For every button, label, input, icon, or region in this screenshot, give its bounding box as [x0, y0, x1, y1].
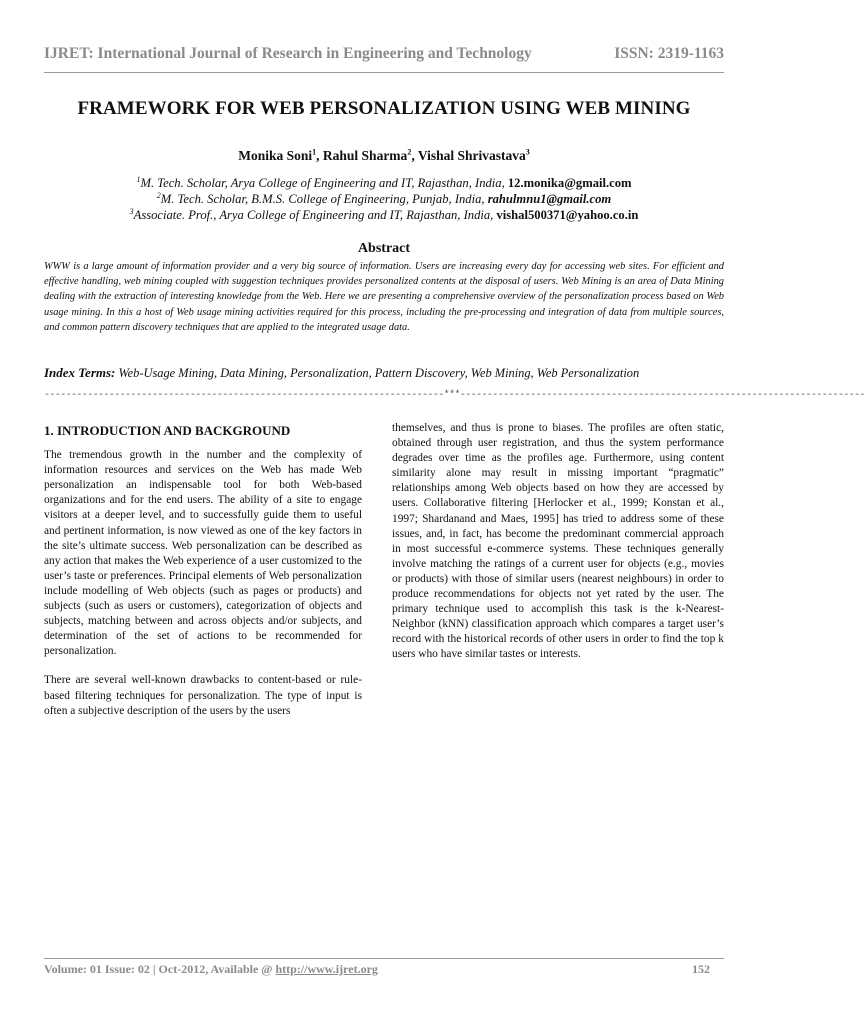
journal-link[interactable]: http://www.ijret.org — [275, 962, 378, 976]
header-rule — [44, 72, 724, 73]
affiliation-sup: 3 — [129, 206, 134, 216]
affiliation-text: Associate. Prof., Arya College of Engineering and IT, Rajasthan, India, — [133, 208, 497, 222]
affiliation — [44, 192, 724, 207]
affiliation-text: M. Tech. Scholar, B.M.S. College of Engineering, Punjab, India, — [160, 192, 488, 206]
abstract-heading: Abstract — [357, 241, 411, 256]
affiliation — [44, 208, 724, 223]
footer-text: Volume: 01 Issue: 02 | Oct-2012, Available @ — [44, 962, 276, 976]
issn: ISSN: 2319-1163 — [614, 45, 724, 62]
page-number: 152 — [692, 962, 710, 976]
index-terms — [44, 365, 724, 381]
author-sup: 1 — [312, 147, 317, 157]
author-email[interactable]: rahulmnu1@gmail.com — [487, 192, 612, 206]
author-email[interactable]: vishal500371@yahoo.co.in — [496, 208, 639, 222]
author-name: Monika Soni — [238, 148, 313, 163]
right-column — [392, 421, 724, 663]
author-email[interactable]: 12.monika@gmail.com — [507, 176, 632, 190]
paper-title: FRAMEWORK FOR WEB PERSONALIZATION USING WEB MINING — [77, 98, 691, 119]
author-list: Monika Soni$^1$, Rahul Sharma$^2$, Vishal Shrivastava$^3$ — [238, 147, 530, 163]
footer-volume — [44, 962, 378, 977]
author-name: Rahul Sharma — [322, 148, 408, 163]
affiliation-text: M. Tech. Scholar, Arya College of Engineering and IT, Rajasthan, India, — [140, 176, 508, 190]
body-paragraph: themselves, and thus is prone to biases. The profiles are often static, obtained through user registration, and thus the system performance degrades over time as the profiles age. Furthermore, using content similarity alone may result in missing important “pragmatic” relationships among Web objects based on how they are accessed by users. Collaborative filtering [Herlocker et al., 1999; Konstan et al., 1997; Shardanand and Maes, 1995] has tried to address some of these issues, and, in fact, has become the predominant commercial approach in most successful e-commerce systems. These techniques generally involve matching the ratings of a current user for objects (e.g., movies or products) with those of similar users (nearest neighbours) in order to produce recommendations for objects not yet rated by the user. The primary technique used to accomplish this task is the k-Nearest-Neighbor (kNN) classification approach which compares a target user’s record with the historical records of other users in order to find the top k users who have similar tastes or interests. — [392, 422, 724, 661]
body-paragraph: The tremendous growth in the number and the complexity of information resources and services on the Web has made Web personalization an indispensable tool for both Web-based organizations and for the end users. The ability of a site to engage visitors at a deeper level, and to successfully guide them to useful and pertinent information, is now viewed as one of the key factors in the site’s ultimate success. Web personalization can be described as any action that makes the Web experience of a user customized to the user’s taste or preferences. Principal elements of Web personalization include modelling of Web objects (such as pages or products) and subjects (such as users or customers), categorization of objects and subjects, matching between and across objects and/or subjects, and determination of the set of actions to be recommended for personalization. — [44, 449, 362, 658]
author-sup: 2 — [407, 147, 412, 157]
footer-rule — [44, 958, 724, 959]
index-terms-text: Web-Usage Mining, Data Mining, Personalization, Pattern Discovery, Web Mining, Web Personalization — [115, 366, 640, 380]
journal-name: IJRET: International Journal of Research in Engineering and Technology — [44, 45, 532, 62]
affiliation-sup: 1 — [136, 174, 141, 184]
author-sup: 3 — [525, 147, 530, 157]
section-heading: 1. INTRODUCTION AND BACKGROUND — [44, 423, 291, 438]
left-column — [44, 423, 362, 719]
body-paragraph: There are several well-known drawbacks to content-based or rule-based filtering techniques for personalization. The type of input is often a subjective description of the users by the users — [44, 674, 362, 717]
index-terms-label: Index Terms: — [44, 365, 116, 380]
abstract-text: WWW is a large amount of information provider and a very big source of information. Users are increasing every day for accessing web sites. For efficient and effective handling, web mining coupled with suggestion techniques provides personalized contents at the disposal of users. Web Mining is an area of Data Mining dealing with the extraction of interesting knowledge from the Web. Here we are presenting a comprehensive overview of the personalization process based on Web usage mining. In this a host of Web usage mining activities required for this process, including the pre-processing and integration of data from multiple sources, and common pattern discovery techniques that are applied to the integrated usage data. — [44, 261, 724, 333]
page-footer — [44, 962, 724, 980]
affiliation-sup: 2 — [156, 190, 161, 200]
section-separator: --------------------------------------------------------------------------***--------------------------------------------------------------------------- — [44, 390, 865, 401]
author-name: Vishal Shrivastava — [417, 148, 526, 163]
affiliation — [44, 176, 724, 191]
running-header — [44, 45, 724, 67]
